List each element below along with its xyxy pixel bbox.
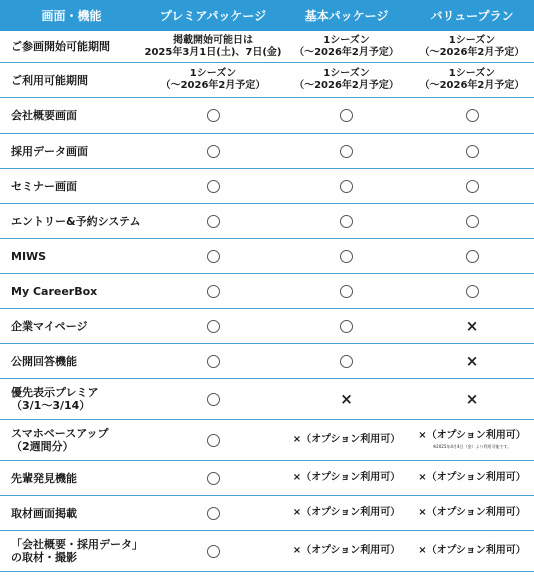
row-label: セミナー画面	[0, 169, 143, 204]
available-icon	[340, 145, 353, 158]
row-label: 優先表示プレミア （3/1〜3/14）	[0, 379, 143, 420]
cell-basic	[283, 63, 410, 98]
row-label: 会社概要画面	[0, 98, 143, 134]
cell-value	[410, 379, 534, 420]
cell-value	[410, 169, 534, 204]
available-icon	[466, 215, 479, 228]
cell-text: 1シーズン （〜2026年2月予定）	[419, 68, 525, 91]
cell-premier	[143, 63, 283, 98]
header-value-plan: バリュープラン	[410, 0, 534, 31]
cell-text: ×（オプション利用可）	[292, 472, 401, 483]
available-icon	[466, 180, 479, 193]
cell-basic	[283, 309, 410, 344]
cell-basic	[283, 420, 410, 461]
cell-text: ×（オプション利用可）	[418, 507, 526, 518]
available-icon	[207, 355, 220, 368]
cell-basic	[283, 204, 410, 239]
cell-text: 1シーズン （〜2026年2月予定）	[294, 68, 399, 91]
available-icon	[207, 285, 220, 298]
unavailable-icon: ×	[465, 317, 479, 335]
cell-premier	[143, 31, 283, 63]
cell-value	[410, 531, 534, 572]
available-icon	[207, 434, 220, 447]
cell-value	[410, 204, 534, 239]
cell-premier	[143, 344, 283, 379]
cell-premier	[143, 204, 283, 239]
cell-basic	[283, 134, 410, 169]
cell-premier	[143, 379, 283, 420]
cell-premier	[143, 134, 283, 169]
unavailable-icon: ×	[340, 390, 353, 408]
unavailable-icon: ×	[465, 352, 479, 370]
cell-basic	[283, 98, 410, 134]
row-label: ご参画開始可能期間	[0, 31, 143, 63]
available-icon	[340, 180, 353, 193]
cell-value	[410, 461, 534, 496]
row-label: ご利用可能期間	[0, 63, 143, 98]
available-icon	[207, 507, 220, 520]
header-premier-package: プレミアパッケージ	[143, 0, 283, 31]
available-icon	[207, 215, 220, 228]
cell-basic	[283, 31, 410, 63]
availability-note: ※2025年4月4日（金）より利用可能です。	[432, 444, 512, 449]
cell-premier	[143, 461, 283, 496]
available-icon	[340, 320, 353, 333]
cell-basic	[283, 531, 410, 572]
cell-basic	[283, 274, 410, 309]
cell-value	[410, 274, 534, 309]
cell-value	[410, 420, 534, 461]
cell-premier	[143, 98, 283, 134]
cell-basic	[283, 344, 410, 379]
cell-basic	[283, 169, 410, 204]
available-icon	[466, 109, 479, 122]
available-icon	[207, 250, 220, 263]
available-icon	[207, 145, 220, 158]
available-icon	[466, 145, 479, 158]
cell-premier	[143, 420, 283, 461]
cell-text: 掲載開始可能日は 2025年3月1日(土)、7日(金)	[144, 34, 282, 58]
cell-text: 1シーズン （〜2026年2月予定）	[160, 68, 266, 91]
cell-premier	[143, 239, 283, 274]
available-icon	[340, 250, 353, 263]
cell-text: 1シーズン （〜2026年2月予定）	[294, 34, 399, 58]
header-feature: 画面・機能	[0, 0, 143, 31]
available-icon	[207, 393, 220, 406]
header-basic-package: 基本パッケージ	[283, 0, 410, 31]
cell-value	[410, 31, 534, 63]
cell-value	[410, 239, 534, 274]
cell-text: ×（オプション利用可）	[292, 545, 401, 556]
row-label: 採用データ画面	[0, 134, 143, 169]
cell-text: ×（オプション利用可）	[418, 472, 526, 483]
cell-value	[410, 496, 534, 531]
available-icon	[466, 250, 479, 263]
row-label: MIWS	[0, 239, 143, 274]
available-icon	[340, 109, 353, 122]
available-icon	[340, 215, 353, 228]
cell-text: 1シーズン （〜2026年2月予定）	[419, 34, 525, 58]
cell-value	[410, 98, 534, 134]
cell-value	[410, 63, 534, 98]
cell-basic	[283, 379, 410, 420]
cell-basic	[283, 461, 410, 496]
available-icon	[340, 285, 353, 298]
row-label: My CareerBox	[0, 274, 143, 309]
cell-premier	[143, 274, 283, 309]
available-icon	[207, 472, 220, 485]
cell-value	[410, 309, 534, 344]
row-label: 「会社概要・採用データ」 の取材・撮影	[0, 531, 143, 572]
row-label: 公開回答機能	[0, 344, 143, 379]
row-label: エントリー&予約システム	[0, 204, 143, 239]
available-icon	[340, 355, 353, 368]
cell-premier	[143, 309, 283, 344]
cell-value	[410, 134, 534, 169]
row-label: スマホベースアップ （2週間分）	[0, 420, 143, 461]
unavailable-icon: ×	[465, 390, 479, 408]
cell-value	[410, 344, 534, 379]
cell-text: ×（オプション利用可）	[418, 545, 526, 556]
row-label: 先輩発見機能	[0, 461, 143, 496]
row-label: 企業マイページ	[0, 309, 143, 344]
cell-premier	[143, 496, 283, 531]
available-icon	[207, 320, 220, 333]
cell-basic	[283, 239, 410, 274]
available-icon	[466, 285, 479, 298]
cell-basic	[283, 496, 410, 531]
cell-premier	[143, 531, 283, 572]
cell-text: ×（オプション利用可）	[292, 507, 401, 518]
available-icon	[207, 180, 220, 193]
cell-text: ×（オプション利用可）	[292, 434, 401, 445]
row-label: 取材画面掲載	[0, 496, 143, 531]
cell-premier	[143, 169, 283, 204]
available-icon	[207, 109, 220, 122]
available-icon	[207, 545, 220, 558]
cell-text: ×（オプション利用可）	[418, 430, 526, 441]
